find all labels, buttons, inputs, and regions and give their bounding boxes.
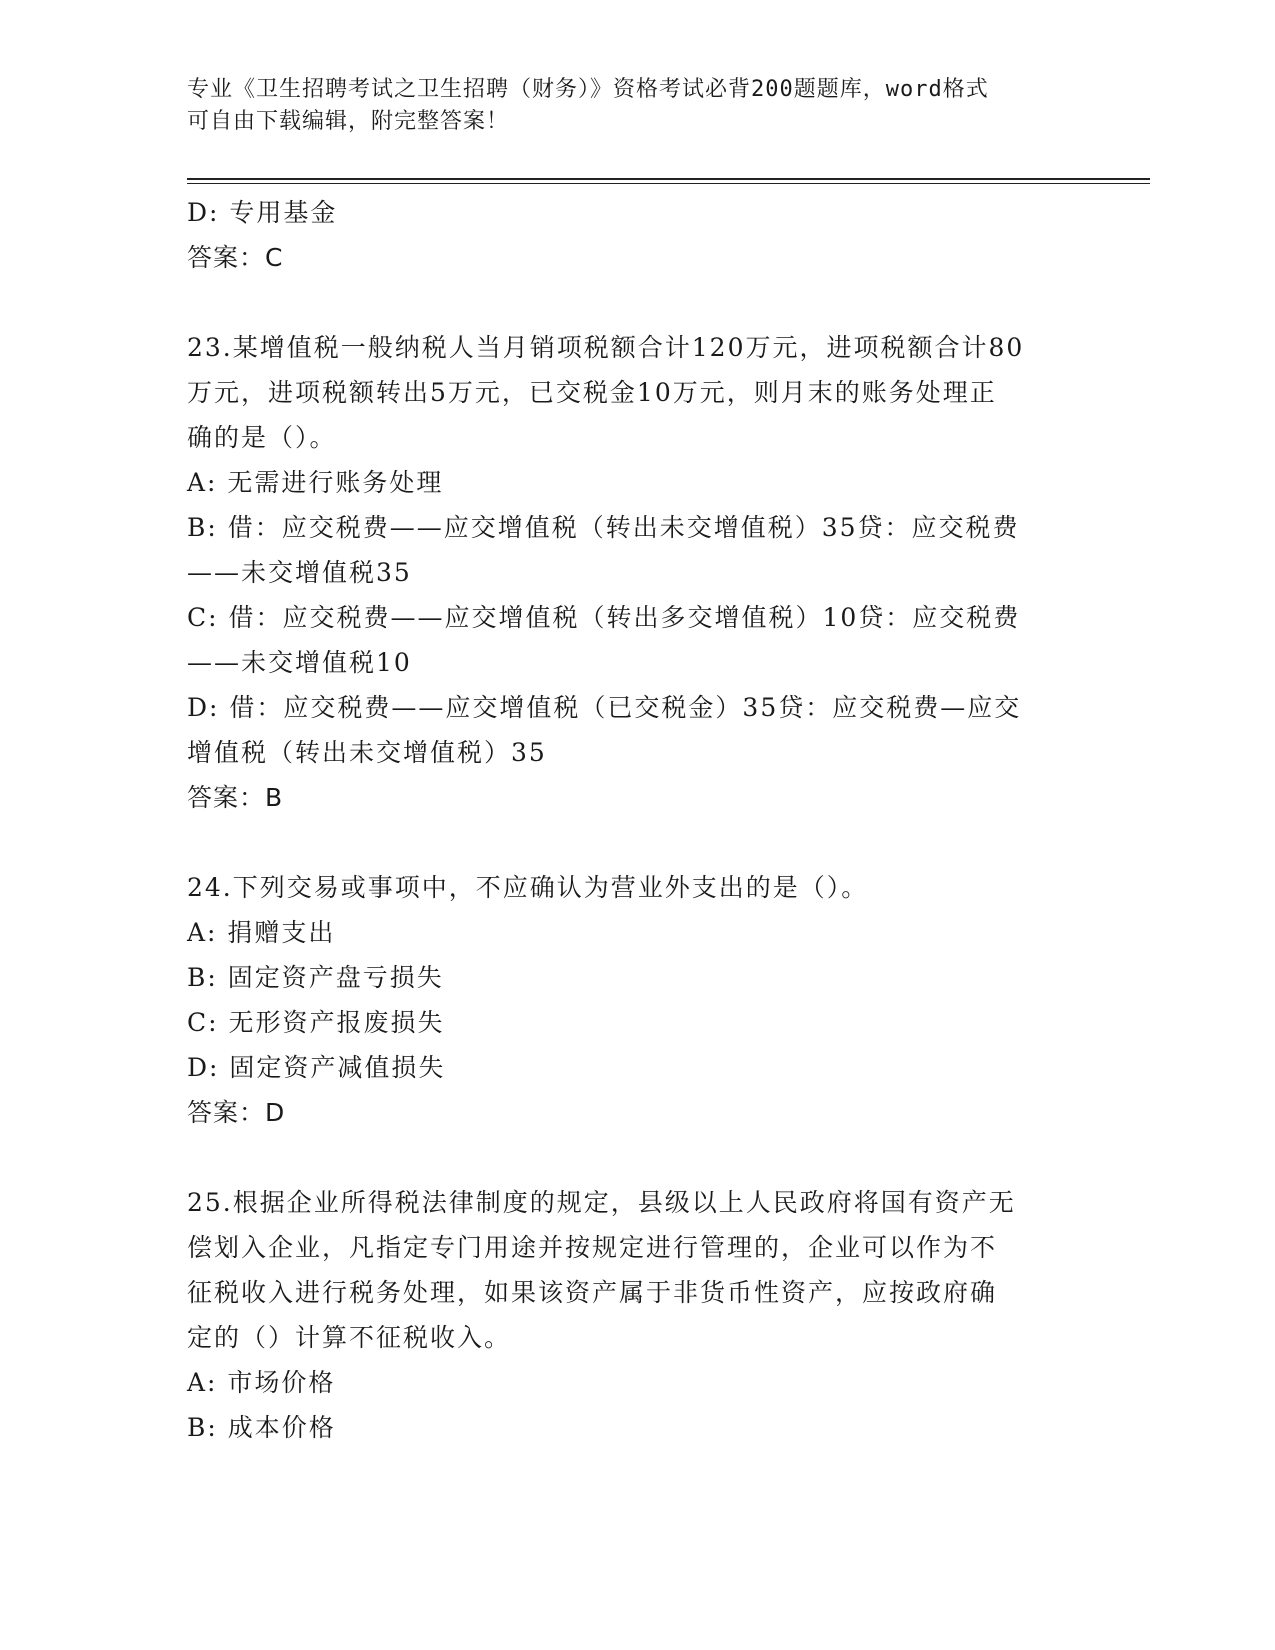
spacer [187, 1135, 1087, 1180]
question-stem-line: 24.下列交易或事项中，不应确认为营业外支出的是（）。 [187, 873, 869, 902]
question-stem-line: 确的是（）。 [187, 423, 337, 452]
option-b-cont: ——未交增值税35 [187, 558, 412, 587]
option-d: D: 专用基金 [187, 198, 338, 227]
question-stem-line: 25.根据企业所得税法律制度的规定，县级以上人民政府将国有资产无 [187, 1188, 1016, 1217]
option-b: B: 借：应交税费——应交增值税（转出未交增值税）35贷：应交税费 [187, 513, 1020, 542]
option-d-cont: 增值税（转出未交增值税）35 [187, 738, 547, 767]
document-header [187, 74, 1067, 138]
option-b: B: 固定资产盘亏损失 [187, 963, 444, 992]
question-25 [187, 1180, 1087, 1450]
spacer [187, 820, 1087, 865]
option-d: D: 借：应交税费——应交增值税（已交税金）35贷：应交税费—应交 [187, 693, 1022, 722]
answer: 答案：B [187, 783, 284, 812]
option-a: A: 无需进行账务处理 [187, 468, 444, 497]
question-list [187, 190, 1087, 1450]
option-b: B: 成本价格 [187, 1413, 336, 1442]
answer: 答案：D [187, 1098, 286, 1127]
header-line: 专业《卫生招聘考试之卫生招聘（财务）》资格考试必背200题题库，word格式 [187, 77, 989, 102]
option-c: C: 借：应交税费——应交增值税（转出多交增值税）10贷：应交税费 [187, 603, 1021, 632]
question-stem-line: 万元，进项税额转出5万元，已交税金10万元，则月末的账务处理正 [187, 378, 997, 407]
option-c: C: 无形资产报废损失 [187, 1008, 445, 1037]
question-stem-line: 23.某增值税一般纳税人当月销项税额合计120万元，进项税额合计80 [187, 333, 1025, 362]
question-stem-line: 定的（）计算不征税收入。 [187, 1323, 512, 1352]
option-a: A: 捐赠支出 [187, 918, 336, 947]
header-divider [187, 178, 1150, 180]
spacer [187, 280, 1087, 325]
question-23 [187, 325, 1087, 820]
question-stem-line: 偿划入企业，凡指定专门用途并按规定进行管理的，企业可以作为不 [187, 1233, 998, 1262]
option-a: A: 市场价格 [187, 1368, 336, 1397]
option-c-cont: ——未交增值税10 [187, 648, 412, 677]
question-stem-line: 征税收入进行税务处理，如果该资产属于非货币性资产，应按政府确 [187, 1278, 998, 1307]
option-d: D: 固定资产减值损失 [187, 1053, 446, 1082]
header-divider-thin [187, 183, 1150, 184]
question-24 [187, 865, 1087, 1135]
header-line: 可自由下载编辑，附完整答案！ [187, 109, 510, 134]
answer: 答案：C [187, 243, 284, 272]
